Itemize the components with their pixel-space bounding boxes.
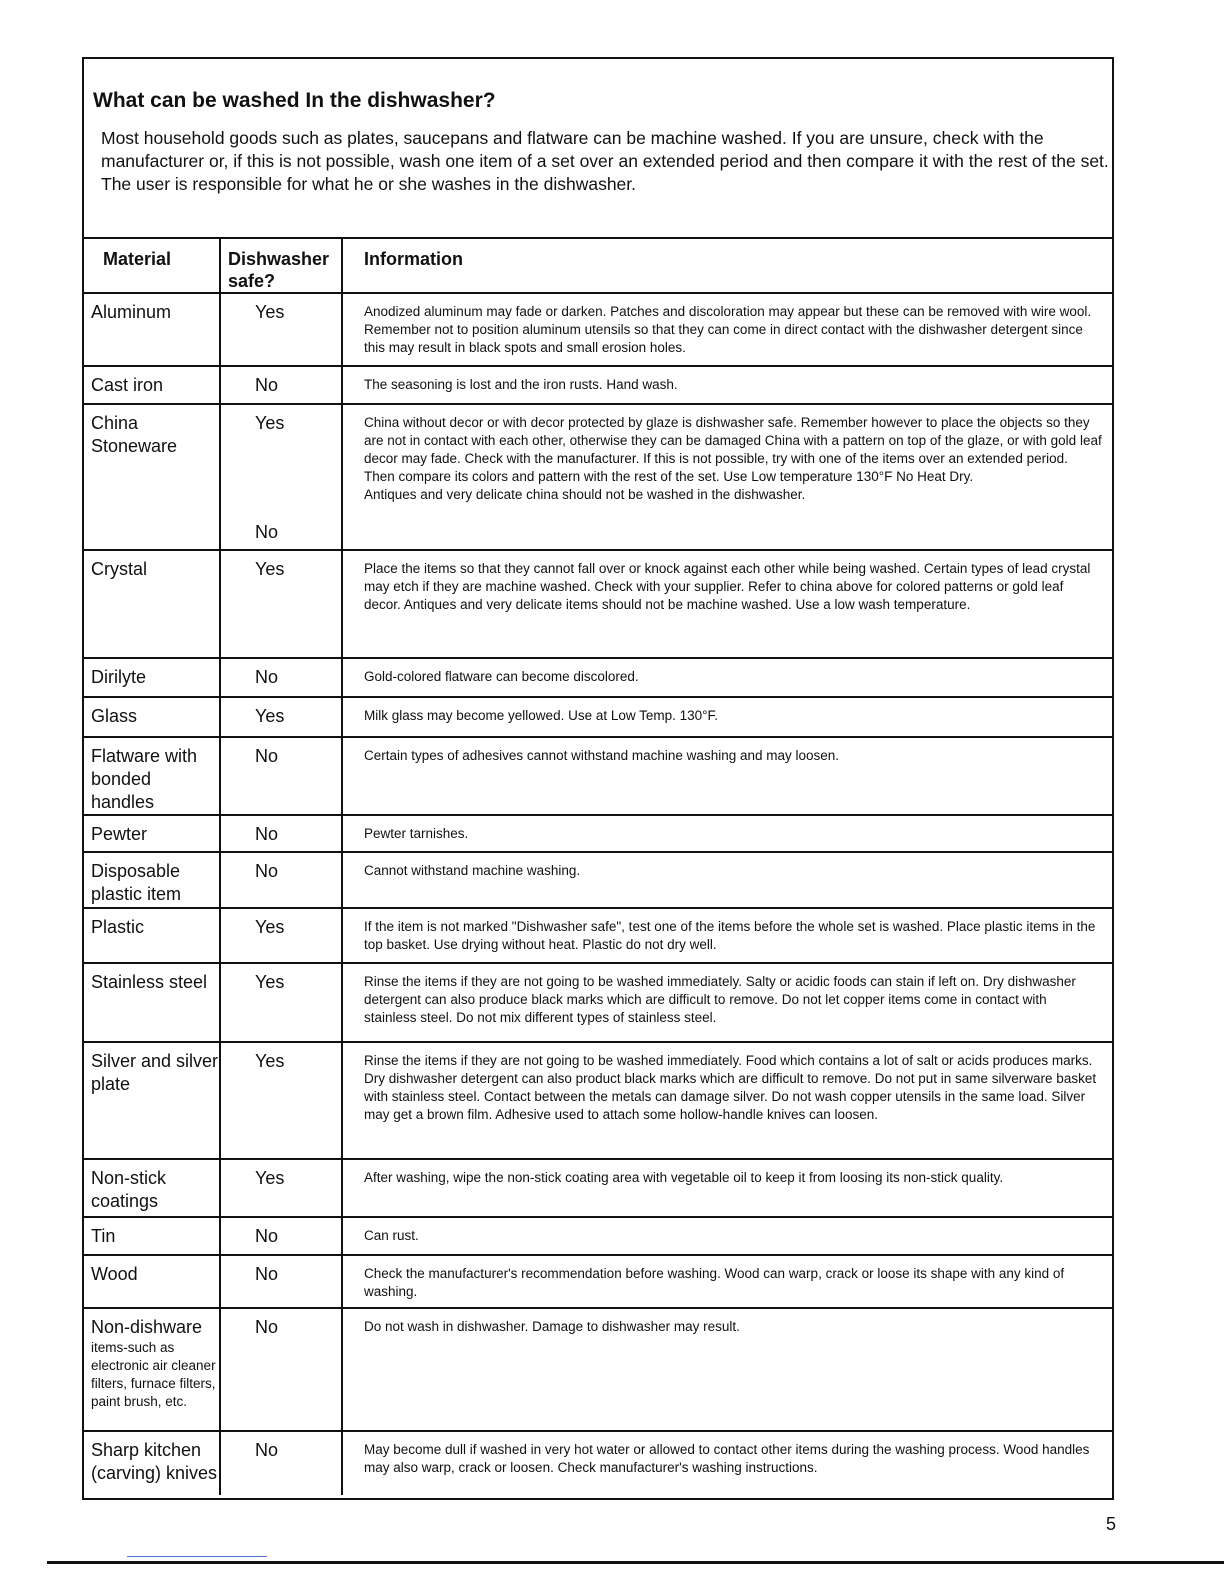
table-row [84,1308,1112,1431]
material-cell: Cast iron [84,366,220,404]
material-name: Non-dishware [91,1317,203,1337]
info-cell: Pewter tarnishes. [342,815,1112,852]
material-cell: Crystal [84,550,220,658]
material-cell: Pewter [84,815,220,852]
safe-cell: No [220,1255,342,1308]
table-row [84,293,1112,366]
safe-cell: Yes [220,550,342,658]
safe-cell: Yes [220,1042,342,1159]
table-row [84,815,1112,852]
safe-cell: Yes [220,963,342,1042]
safe-cell: No [220,658,342,697]
table-row [84,1431,1112,1495]
info-cell: Gold-colored flatware can become discolored. [342,658,1112,697]
safe-cell: No [220,815,342,852]
info-cell: Milk glass may become yellowed. Use at Low Temp. 130°F. [342,697,1112,737]
material-cell: Sharp kitchen (carving) knives [84,1431,220,1495]
page-number: 5 [1106,1514,1117,1534]
header-material: Material [84,238,220,293]
bottom-rule [47,1561,1224,1564]
info-text: Antiques and very delicate china should not be washed in the dishwasher. [364,487,806,502]
safe-cell: Yes [220,697,342,737]
material-cell: Plastic [84,908,220,963]
page-frame [82,57,1114,1500]
material-cell: Aluminum [84,293,220,366]
info-cell: Certain types of adhesives cannot withstand machine washing and may loosen. [342,737,1112,815]
safe-cell [220,404,342,550]
safe-cell: No [220,737,342,815]
table-row [84,1042,1112,1159]
safe-cell: No [220,1431,342,1495]
table-row [84,1255,1112,1308]
table-row [84,1217,1112,1255]
info-cell: Place the items so that they cannot fall over or knock against each other while being washed. Certain types of lead crystal may etch if they are machine washed. Check with your supplier. Refer to china above for colored patterns or gold leaf decor. Antiques and very delicate items should not be machine washed. Use a low wash temperature. [342,550,1112,658]
safe-cell: Yes [220,908,342,963]
material-cell: Silver and silver plate [84,1042,220,1159]
table-row [84,852,1112,908]
table-row [84,1159,1112,1217]
table-row [84,908,1112,963]
info-cell [342,404,1112,550]
table-row [84,963,1112,1042]
material-cell: Disposable plastic item [84,852,220,908]
material-note: items-such as electronic air cleaner filters, furnace filters, paint brush, etc. [91,1340,216,1409]
table-row [84,737,1112,815]
info-text: China without decor or with decor protected by glaze is dishwasher safe. Remember however to place the objects so they are not in contact with each other, otherwise they can be damaged China with a pattern on top of the glaze, or with gold leaf decor may fade. Check with the manufacturer. If this is not possible, try with one of the items over an extended period. Then compare its colors and pattern with the rest of the set. Use Low temperature 130°F No Heat Dry. [364,415,1102,484]
info-cell: Do not wash in dishwasher. Damage to dishwasher may result. [342,1308,1112,1431]
info-cell: Check the manufacturer's recommendation before washing. Wood can warp, crack or loose its shape with any kind of washing. [342,1255,1112,1308]
info-cell: After washing, wipe the non-stick coating area with vegetable oil to keep it from loosing its non-stick quality. [342,1159,1112,1217]
decorative-rule [127,1556,267,1557]
table-row [84,697,1112,737]
table-row [84,366,1112,404]
table-header-row [84,238,1112,293]
material-cell: Dirilyte [84,658,220,697]
table-row [84,404,1112,550]
info-cell: Anodized aluminum may fade or darken. Patches and discoloration may appear but these can be removed with wire wool. Remember not to position aluminum utensils so that they can come in direct contact with the dishwasher detergent since this may result in black spots and small erosion holes. [342,293,1112,366]
table-row [84,658,1112,697]
material-cell: Tin [84,1217,220,1255]
intro-paragraph: The user is responsible for what he or she washes in the dishwasher. [101,174,637,194]
material-cell: Glass [84,697,220,737]
safe-cell: Yes [220,1159,342,1217]
safe-cell: No [220,852,342,908]
material-cell: Flatware with bonded handles [84,737,220,815]
header-dishwasher-safe: Dishwasher safe? [220,238,342,293]
material-cell: Wood [84,1255,220,1308]
info-cell: Rinse the items if they are not going to be washed immediately. Food which contains a lot of salt or acids produces marks. Dry dishwasher detergent can also product black marks which are difficult to remove. Do not put in same silverware basket with stainless steel. Contact between the metals can damage silver. Do not wash copper utensils in the same load. Silver may get a brown film. Adhesive used to attach some hollow-handle knives can loosen. [342,1042,1112,1159]
table-row [84,550,1112,658]
info-cell: If the item is not marked "Dishwasher safe", test one of the items before the whole set is washed. Place plastic items in the top basket. Use drying without heat. Plastic do not dry well. [342,908,1112,963]
material-cell: Stainless steel [84,963,220,1042]
info-cell: Rinse the items if they are not going to be washed immediately. Salty or acidic foods can stain if left on. Dry dishwasher detergent can also produce black marks which are difficult to remove. Do not let copper items come in contact with stainless steel. Do not mix different types of stainless steel. [342,963,1112,1042]
info-cell: May become dull if washed in very hot water or allowed to contact other items during the washing process. Wood handles may also warp, crack or loosen. Check manufacturer's washing instructions. [342,1431,1112,1495]
safe-value: No [255,522,279,542]
material-cell: Non-stick coatings [84,1159,220,1217]
info-cell: Can rust. [342,1217,1112,1255]
intro-paragraph: Most household goods such as plates, saucepans and flatware can be machine washed. If you are unsure, check with the manufacturer or, if this is not possible, wash one item of a set over an extended period and then compare it with the rest of the set. [101,128,1109,171]
safe-cell: Yes [220,293,342,366]
info-cell: The seasoning is lost and the iron rusts. Hand wash. [342,366,1112,404]
intro-text [101,127,1113,196]
header-information: Information [342,238,1112,293]
intro-section [84,59,1112,239]
material-cell: China Stoneware [84,404,220,550]
safe-cell: No [220,1308,342,1431]
info-cell: Cannot withstand machine washing. [342,852,1112,908]
page-title: What can be washed In the dishwasher? [93,89,496,112]
material-cell [84,1308,220,1431]
safe-value: Yes [255,413,285,433]
materials-table [84,237,1112,1495]
safe-cell: No [220,1217,342,1255]
safe-cell: No [220,366,342,404]
